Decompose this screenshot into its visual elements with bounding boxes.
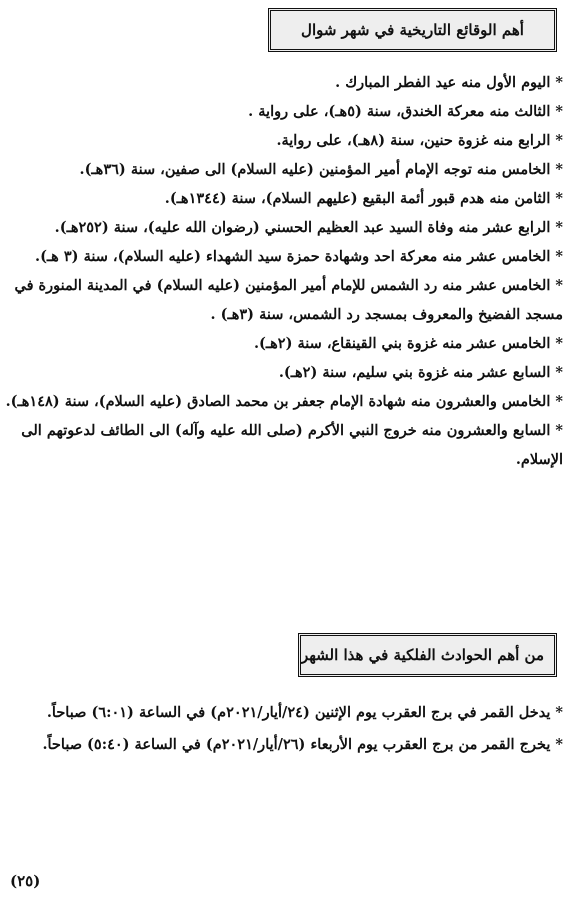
list-item: * الرابع عشر منه وفاة السيد عبد العظيم الحسني (رضوان الله عليه)، سنة (٢٥٢هـ).	[54, 219, 563, 236]
list-item: * الخامس منه توجه الإمام أمير المؤمنين (عليه السلام) الى صفين، سنة (٣٦هـ).	[79, 161, 563, 178]
list-item: * السابع والعشرون منه خروج النبي الأكرم (صلى الله عليه وآله) الى الطائف لدعوتهم الى الإسلام.	[21, 422, 563, 468]
shawwal-events-list	[3, 68, 563, 474]
list-item: * السابع عشر منه غزوة بني سليم، سنة (٢هـ).	[278, 364, 563, 381]
section-title-shawwal-events: أهم الوقائع التاريخية في شهر شوال	[268, 8, 557, 52]
list-item: * يدخل القمر في برج العقرب يوم الإثنين (٢٤/أيار/٢٠٢١م) في الساعة (٦:٠١) صباحاً.	[46, 704, 563, 721]
page-number: (٢٥)	[10, 872, 41, 890]
list-item: * يخرج القمر من برج العقرب يوم الأربعاء (٢٦/أيار/٢٠٢١م) في الساعة (٥:٤٠) صباحاً.	[42, 736, 563, 753]
list-item: * الخامس عشر منه رد الشمس للإمام أمير المؤمنين (عليه السلام) في المدينة المنورة في مسجد الفضيخ والمعروف بمسجد رد الشمس، سنة (٣هـ) .	[14, 277, 563, 323]
list-item: * اليوم الأول منه عيد الفطر المبارك .	[335, 74, 563, 91]
section-title-astronomical-events: من أهم الحوادث الفلكية في هذا الشهر	[298, 633, 557, 677]
list-item: * الخامس عشر منه غزوة بني القينقاع، سنة (٢هـ).	[253, 335, 563, 352]
astronomical-events-list	[3, 697, 563, 761]
list-item: * الخامس والعشرون منه شهادة الإمام جعفر بن محمد الصادق (عليه السلام)، سنة (١٤٨هـ).	[5, 393, 563, 410]
list-item: * الثامن منه هدم قبور أئمة البقيع (عليهم السلام)، سنة (١٣٤٤هـ).	[164, 190, 563, 207]
list-item: * الثالث منه معركة الخندق، سنة (٥هـ)، على رواية .	[248, 103, 563, 120]
list-item: * الرابع منه غزوة حنين، سنة (٨هـ)، على رواية.	[276, 132, 563, 149]
list-item: * الخامس عشر منه معركة احد وشهادة حمزة سيد الشهداء (عليه السلام)، سنة (٣ هـ).	[35, 248, 563, 265]
